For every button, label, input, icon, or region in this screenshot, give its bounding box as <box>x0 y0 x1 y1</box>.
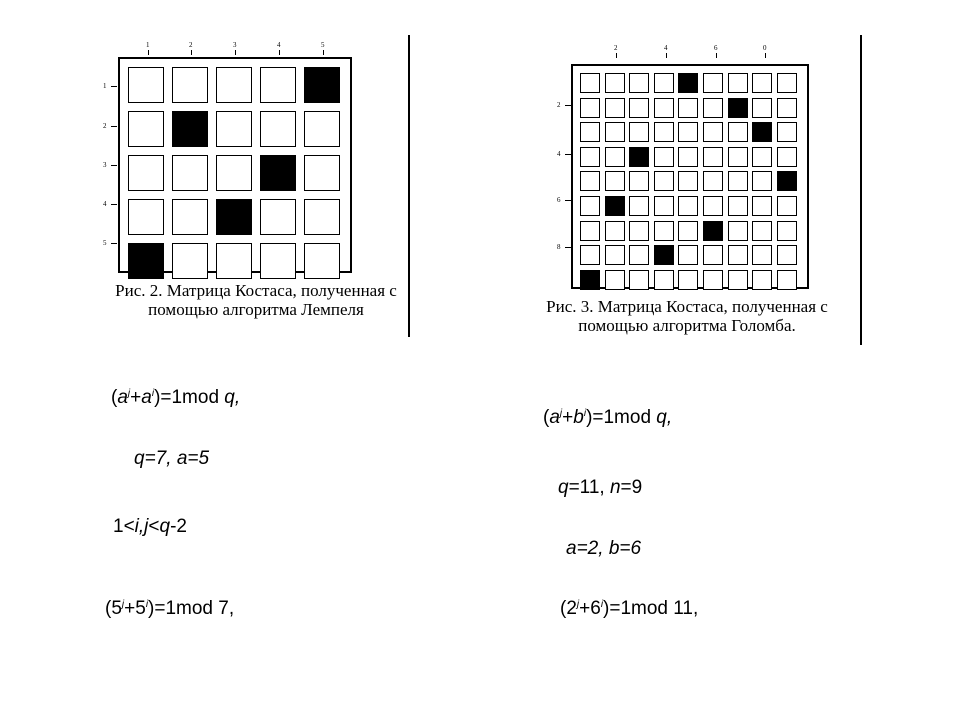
matrix-cell <box>752 171 772 191</box>
matrix-cell <box>703 73 723 93</box>
matrix-cell <box>580 196 600 216</box>
matrix-cell <box>605 98 625 118</box>
matrix-cell <box>605 270 625 290</box>
row-label: 2 <box>557 101 561 109</box>
text: + <box>130 387 142 408</box>
matrix-cell <box>580 73 600 93</box>
matrix-cell <box>654 122 674 142</box>
column-label: 5 <box>321 41 325 49</box>
row-label: 6 <box>557 196 561 204</box>
matrix-cell <box>728 196 748 216</box>
exponent: i <box>600 599 604 610</box>
matrix-cell <box>752 147 772 167</box>
caption-line: Рис. 2. Матрица Костаса, полученная с <box>115 281 397 300</box>
matrix-cell <box>304 243 340 279</box>
var: i,j <box>134 516 149 537</box>
column-label: 1 <box>146 41 150 49</box>
matrix-cell <box>777 196 797 216</box>
matrix-cell <box>678 122 698 142</box>
text: (5 <box>105 598 122 619</box>
matrix-cell-filled <box>703 221 723 241</box>
caption-line: помощью алгоритма Голомба. <box>578 316 796 335</box>
caption-line: помощью алгоритма Лемпеля <box>148 300 364 319</box>
matrix-cell <box>728 171 748 191</box>
matrix-cell-filled <box>728 98 748 118</box>
figure-right <box>480 0 960 360</box>
matrix-cell <box>678 245 698 265</box>
column-label: 3 <box>233 41 237 49</box>
matrix-cell <box>678 171 698 191</box>
matrix-cell-filled <box>678 73 698 93</box>
matrix-cell <box>605 122 625 142</box>
matrix-cell <box>728 122 748 142</box>
text: (2 <box>560 598 577 619</box>
matrix-cell <box>216 155 252 191</box>
matrix-cell <box>703 245 723 265</box>
axis-tick <box>565 200 571 201</box>
axis-tick <box>765 53 766 58</box>
matrix-cell <box>172 243 208 279</box>
matrix-cell <box>260 243 296 279</box>
figure-left <box>0 0 480 340</box>
axis-tick <box>111 86 117 87</box>
ab-values-right <box>566 538 641 560</box>
text: =11, <box>568 477 610 498</box>
matrix-cell-filled <box>752 122 772 142</box>
matrix-cell <box>260 199 296 235</box>
matrix-cell <box>777 245 797 265</box>
matrix-cell-filled <box>260 155 296 191</box>
matrix-cell-filled <box>605 196 625 216</box>
matrix-cell <box>629 196 649 216</box>
matrix-cell-filled <box>654 245 674 265</box>
var: b <box>573 407 584 428</box>
text: < <box>148 516 160 537</box>
text: -2 <box>170 516 187 537</box>
matrix-cell-filled <box>128 243 164 279</box>
matrix-cell <box>728 147 748 167</box>
matrix-cell <box>580 245 600 265</box>
exponent: i <box>145 599 149 610</box>
matrix-cell <box>605 171 625 191</box>
exponent: i <box>583 408 587 419</box>
text: ( <box>543 407 550 428</box>
text: )=1mod <box>586 407 657 428</box>
axis-tick <box>716 53 717 58</box>
matrix-cell <box>752 73 772 93</box>
matrix-cell <box>580 122 600 142</box>
equation-specific-right <box>560 598 698 620</box>
parameters-left <box>134 448 209 470</box>
row-label: 4 <box>103 200 107 208</box>
matrix-cell <box>260 111 296 147</box>
matrix-cell <box>678 98 698 118</box>
matrix-cell <box>605 73 625 93</box>
axis-tick <box>111 204 117 205</box>
caption-line: Рис. 3. Матрица Костаса, полученная с <box>546 297 828 316</box>
matrix-cell-filled <box>216 199 252 235</box>
matrix-cell <box>703 98 723 118</box>
exponent: j <box>576 599 580 610</box>
matrix-cell <box>777 147 797 167</box>
matrix-cell <box>216 67 252 103</box>
matrix-cell <box>629 98 649 118</box>
kostas-matrix-right <box>571 64 809 289</box>
matrix-cell-filled <box>629 147 649 167</box>
axis-tick <box>111 243 117 244</box>
matrix-cell <box>304 155 340 191</box>
figure-caption-right <box>507 297 867 335</box>
matrix-cell <box>654 147 674 167</box>
matrix-cell <box>752 98 772 118</box>
var: n <box>609 477 621 498</box>
column-label: 2 <box>189 41 193 49</box>
matrix-cell <box>654 196 674 216</box>
column-label: 2 <box>614 44 618 52</box>
var: q <box>134 448 145 469</box>
axis-tick <box>235 50 236 55</box>
kostas-matrix-left <box>118 57 352 273</box>
matrix-cell <box>629 245 649 265</box>
axis-tick <box>148 50 149 55</box>
var: a <box>141 387 152 408</box>
exponent: j <box>559 408 563 419</box>
matrix-cell <box>654 73 674 93</box>
axis-tick <box>565 154 571 155</box>
var: q <box>558 477 569 498</box>
text: 1< <box>113 516 135 537</box>
parameters-right <box>558 477 642 499</box>
matrix-cell <box>629 221 649 241</box>
text: )=1mod 11, <box>603 598 699 619</box>
text: +6 <box>579 598 601 619</box>
matrix-cell <box>128 155 164 191</box>
matrix-cell <box>629 73 649 93</box>
matrix-cell <box>654 221 674 241</box>
matrix-cell <box>654 98 674 118</box>
equation-general-left <box>111 387 240 409</box>
matrix-cell <box>128 67 164 103</box>
row-label: 1 <box>103 82 107 90</box>
matrix-cell <box>678 221 698 241</box>
matrix-cell-filled <box>172 111 208 147</box>
matrix-cell <box>605 245 625 265</box>
text: + <box>562 407 574 428</box>
index-range-left <box>113 516 187 538</box>
matrix-cell <box>678 196 698 216</box>
matrix-cell <box>260 67 296 103</box>
axis-tick <box>279 50 280 55</box>
row-label: 5 <box>103 239 107 247</box>
matrix-cell <box>728 73 748 93</box>
matrix-cell <box>703 122 723 142</box>
matrix-cell <box>777 122 797 142</box>
matrix-cell <box>128 199 164 235</box>
var: q <box>159 516 171 537</box>
text: =7, <box>144 448 177 469</box>
var: a <box>549 407 560 428</box>
text: =9 <box>620 477 643 498</box>
text: )=1mod <box>154 387 225 408</box>
column-label: 6 <box>714 44 718 52</box>
matrix-cell <box>304 111 340 147</box>
column-label: 4 <box>277 41 281 49</box>
matrix-cell <box>172 199 208 235</box>
var: a <box>566 538 577 559</box>
matrix-cell <box>703 270 723 290</box>
matrix-cell <box>172 155 208 191</box>
matrix-cell <box>752 245 772 265</box>
text: ( <box>111 387 118 408</box>
var: a <box>176 448 188 469</box>
exponent: j <box>127 388 131 399</box>
matrix-cell-filled <box>777 171 797 191</box>
matrix-cell-filled <box>580 270 600 290</box>
matrix-cell <box>728 245 748 265</box>
matrix-cell <box>580 221 600 241</box>
matrix-cell <box>580 171 600 191</box>
matrix-cell <box>580 98 600 118</box>
matrix-cell <box>752 221 772 241</box>
matrix-cell <box>777 98 797 118</box>
matrix-cell <box>304 199 340 235</box>
matrix-cell <box>728 270 748 290</box>
matrix-cell <box>777 221 797 241</box>
text: )=1mod 7, <box>148 598 235 619</box>
matrix-cell-filled <box>304 67 340 103</box>
axis-tick <box>191 50 192 55</box>
var: q, <box>224 387 241 408</box>
axis-tick <box>616 53 617 58</box>
matrix-cell <box>216 243 252 279</box>
var: q, <box>656 407 673 428</box>
matrix-cell <box>629 270 649 290</box>
matrix-cell <box>703 171 723 191</box>
axis-tick <box>111 126 117 127</box>
matrix-cell <box>678 270 698 290</box>
column-label: 0 <box>763 44 767 52</box>
text: =5 <box>187 448 210 469</box>
matrix-cell <box>777 73 797 93</box>
row-label: 3 <box>103 161 107 169</box>
matrix-cell <box>777 270 797 290</box>
axis-tick <box>565 247 571 248</box>
row-label: 4 <box>557 150 561 158</box>
matrix-cell <box>172 67 208 103</box>
var: b <box>608 538 620 559</box>
matrix-cell <box>654 270 674 290</box>
matrix-cell <box>605 147 625 167</box>
matrix-cell <box>703 196 723 216</box>
matrix-cell <box>216 111 252 147</box>
var: a <box>117 387 128 408</box>
matrix-cell <box>605 221 625 241</box>
axis-tick <box>111 165 117 166</box>
matrix-cell <box>629 171 649 191</box>
matrix-cell <box>128 111 164 147</box>
axis-tick <box>565 105 571 106</box>
text: +5 <box>124 598 146 619</box>
row-label: 2 <box>103 122 107 130</box>
matrix-cell <box>580 147 600 167</box>
text: =2, <box>576 538 609 559</box>
figure-caption-left <box>56 281 456 319</box>
matrix-cell <box>752 270 772 290</box>
matrix-cell <box>703 147 723 167</box>
matrix-cell <box>678 147 698 167</box>
equation-general-right <box>543 407 672 429</box>
column-label: 4 <box>664 44 668 52</box>
row-label: 8 <box>557 243 561 251</box>
exponent: j <box>121 599 125 610</box>
matrix-cell <box>728 221 748 241</box>
exponent: i <box>151 388 155 399</box>
axis-tick <box>666 53 667 58</box>
matrix-cell <box>654 171 674 191</box>
text: =6 <box>619 538 642 559</box>
matrix-cell <box>629 122 649 142</box>
axis-tick <box>323 50 324 55</box>
equation-specific-left <box>105 598 234 620</box>
matrix-cell <box>752 196 772 216</box>
